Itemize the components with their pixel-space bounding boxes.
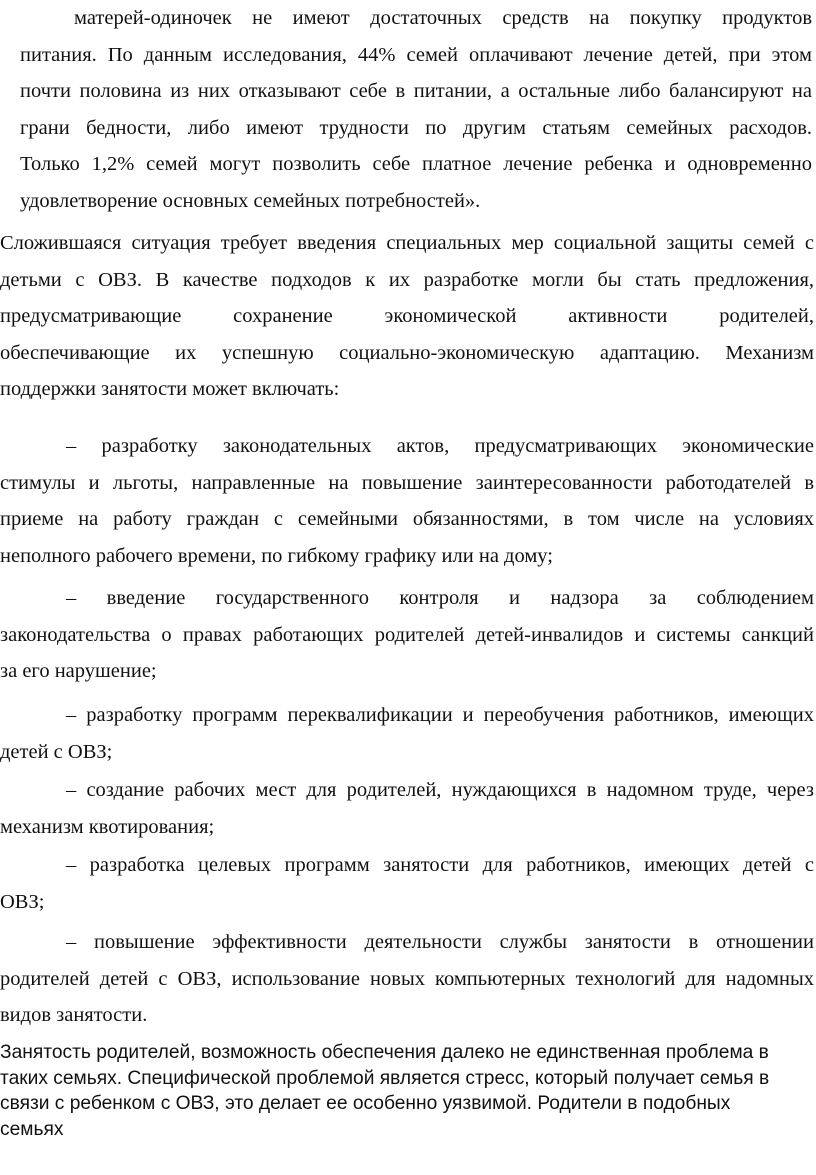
dash-marker: – (66, 435, 77, 457)
paragraph-line: поддержки занятости может включать: (0, 378, 340, 401)
paragraph-line: предусматривающие сохранение экономической активности родителей, (0, 305, 814, 328)
body-paragraph (0, 225, 816, 408)
list-item-line (0, 580, 816, 617)
list-item-text: разработку законодательных актов, предусматривающих экономические (101, 435, 814, 457)
list-item-line: законодательства о правах работающих родителей детей-инвалидов и системы санкций (0, 623, 814, 646)
list-item (0, 428, 816, 574)
quote-line: Только 1,2% семей могут позволить себе платное лечение ребенка и одновременно (20, 153, 812, 176)
quote-line: матерей-одиночек не имеют достаточных средств на покупку продуктов (74, 7, 812, 29)
closing-line: связи с ребенком с ОВЗ, это делает ее особенно уязвимой. Родители в подобных (0, 1093, 731, 1115)
paragraph-line: Сложившаяся ситуация требует введения специальных мер социальной защиты семей с (0, 232, 814, 254)
list-item (0, 580, 816, 690)
closing-paragraph (0, 1040, 816, 1142)
list-item-line: видов занятости. (0, 1004, 148, 1027)
list-item (0, 924, 816, 1034)
closing-line: семьях (0, 1118, 64, 1140)
list-item-line (0, 428, 816, 465)
quote-line: питания. По данным исследования, 44% семей оплачивают лечение детей, при этом (20, 43, 812, 66)
list-item-text: разработка целевых программ занятости для работников, имеющих детей с (89, 854, 814, 876)
list-item-line: детей с ОВЗ; (0, 740, 113, 763)
list-item-text: повышение эффективности деятельности службы занятости в отношении (94, 931, 815, 953)
list-item-text: разработку программ переквалификации и переобучения работников, имеющих (86, 704, 814, 726)
dash-marker: – (66, 854, 77, 876)
list-item-text: создание рабочих мест для родителей, нуждающихся в надомном труде, через (86, 779, 815, 801)
list-item-line: стимулы и льготы, направленные на повышение заинтересованности работодателей в (0, 471, 814, 494)
closing-line: Занятость родителей, возможность обеспечения далеко не единственная проблема в (0, 1042, 769, 1063)
closing-line: таких семьях. Специфической проблемой является стресс, который получает семья в (0, 1067, 770, 1089)
list-item (0, 847, 816, 920)
list-item-line: неполного рабочего времени, по гибкому графику или на дому; (0, 544, 553, 567)
quote-line: удовлетворение основных семейных потребностей». (20, 189, 481, 212)
list-item (0, 772, 816, 845)
list-item-line: за его нарушение; (0, 660, 157, 683)
list-item-line (0, 847, 816, 884)
dash-marker: – (66, 587, 77, 609)
dash-marker: – (66, 704, 77, 726)
list-item-text: введение государственного контроля и надзора за соблюдением (106, 587, 815, 609)
paragraph-line: детьми с ОВЗ. В качестве подходов к их разработке могли бы стать предложения, (0, 268, 814, 291)
list-item-line: родителей детей с ОВЗ, использование новых компьютерных технологий для надомных (0, 967, 814, 990)
list-item-line (0, 697, 816, 734)
list-item-line: ОВЗ; (0, 890, 45, 913)
list-item-line (0, 924, 816, 961)
paragraph-line: обеспечивающие их успешную социально-экономическую адаптацию. Механизм (0, 341, 814, 364)
list-item-line: приеме на работу граждан с семейными обязанностями, в том числе на условиях (0, 508, 814, 531)
dash-marker: – (66, 779, 77, 801)
quote-paragraph (0, 0, 816, 220)
quote-line: почти половина из них отказывают себе в питании, а остальные либо балансируют на (20, 80, 812, 103)
dash-marker: – (66, 931, 77, 953)
list-item-line (0, 772, 816, 809)
list-item-line: механизм квотирования; (0, 815, 215, 838)
list-item (0, 697, 816, 770)
quote-line: грани бедности, либо имеют трудности по другим статьям семейных расходов. (20, 116, 812, 139)
